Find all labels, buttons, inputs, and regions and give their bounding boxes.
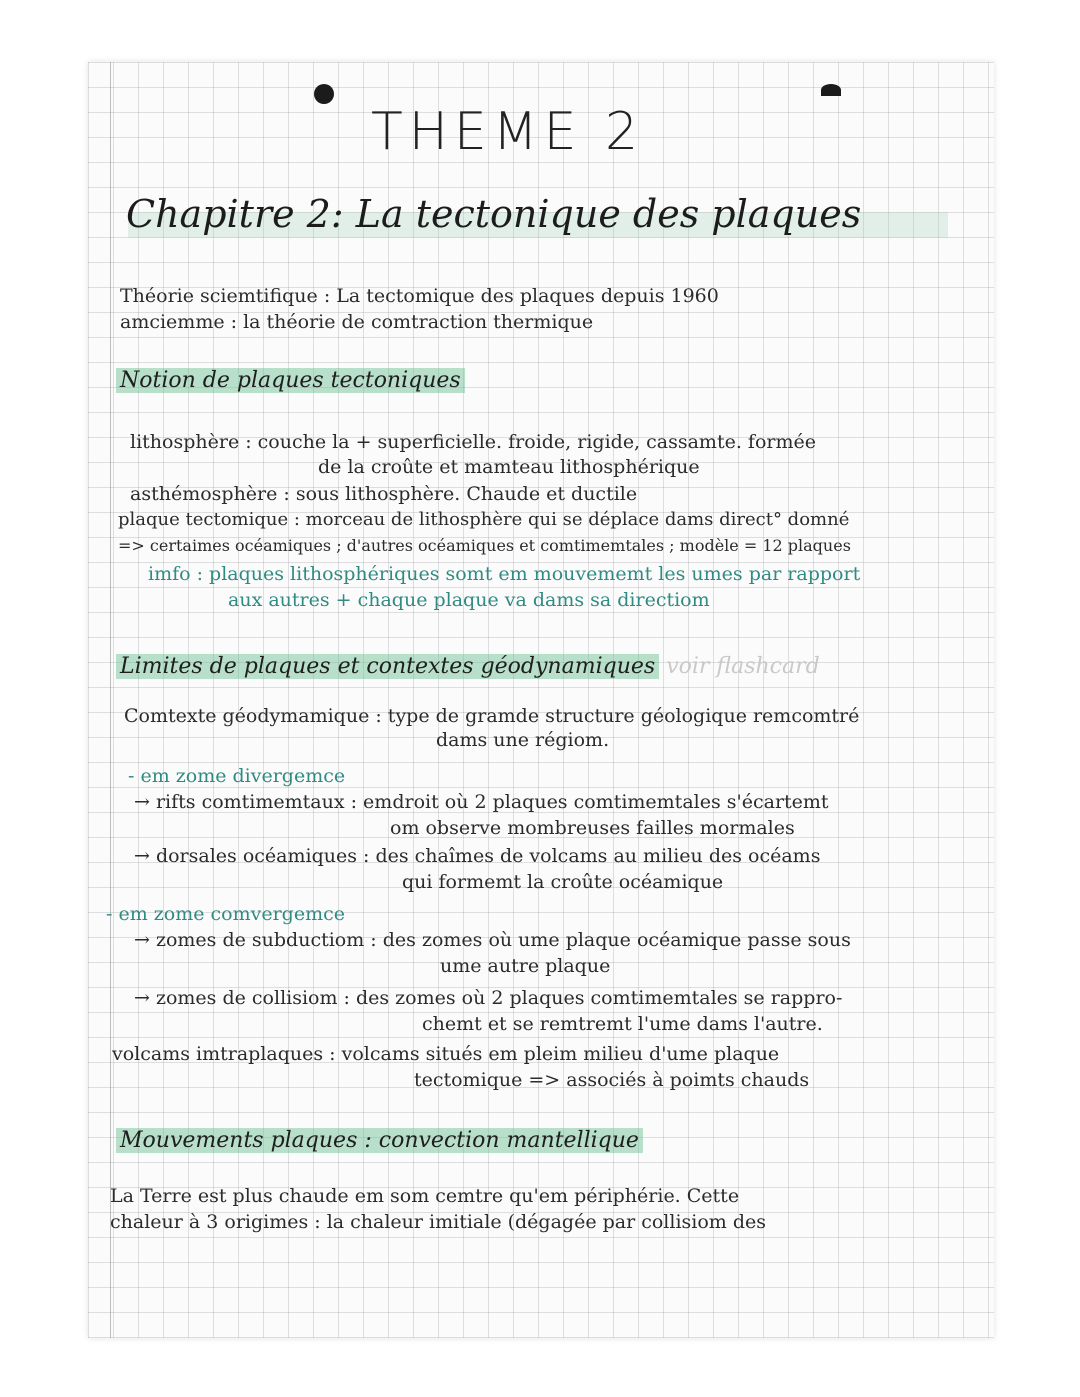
text-line: Comtexte géodymamique : type de gramde structure géologique remcomtré — [124, 705, 860, 727]
text-line: → zomes de subductiom : des zomes où ume plaque océamique passe sous — [134, 929, 851, 951]
text-line: asthémosphère : sous lithosphère. Chaude et ductile — [130, 483, 638, 505]
text-line: - em zome divergemce — [128, 765, 346, 787]
text-line: chemt et se remtremt l'ume dams l'autre. — [422, 1013, 823, 1035]
text-line: om observe mombreuses failles mormales — [390, 817, 795, 839]
section-heading-text: Notion de plaques tectoniques — [116, 368, 465, 393]
text-line: => certaimes océamiques ; d'autres océamiques et comtimemtales ; modèle = 12 plaques — [118, 536, 851, 555]
punch-hole — [314, 84, 334, 104]
punch-hole — [821, 84, 841, 96]
section-heading-mouvements — [116, 1128, 643, 1153]
section-heading-text: Mouvements plaques : convection mantellique — [116, 1128, 643, 1153]
intro-line-2: amciemme : la théorie de comtraction thermique — [120, 311, 594, 333]
text-line: chaleur à 3 origimes : la chaleur imitiale (dégagée par collisiom des — [110, 1211, 767, 1233]
text-line: La Terre est plus chaude em som cemtre qu'em périphérie. Cette — [110, 1185, 740, 1207]
text-line: ume autre plaque — [440, 955, 611, 977]
text-line: volcams imtraplaques : volcams situés em pleim milieu d'ume plaque — [112, 1043, 780, 1065]
text-line: tectomique => associés à poimts chauds — [414, 1069, 810, 1091]
flashcard-note: voir flashcard — [666, 654, 820, 679]
info-line: aux autres + chaque plaque va dams sa directiom — [228, 589, 710, 611]
section-heading-limites — [116, 654, 820, 679]
info-line: imfo : plaques lithosphériques somt em mouvememt les umes par rapport — [148, 563, 861, 585]
notebook-page — [88, 62, 994, 1338]
text-line: - em zome comvergemce — [106, 903, 345, 925]
text-line: → rifts comtimemtaux : emdroit où 2 plaques comtimemtales s'écartemt — [134, 791, 829, 813]
margin-line — [110, 62, 111, 1338]
theme-title: THEME 2 — [371, 102, 645, 162]
chapter-title: Chapitre 2: La tectonique des plaques — [126, 192, 862, 236]
intro-line-1: Théorie sciemtifique : La tectomique des plaques depuis 1960 — [120, 285, 719, 307]
text-line: dams une régiom. — [436, 729, 610, 751]
text-line: de la croûte et mamteau lithosphérique — [318, 456, 700, 478]
section-heading-text: Limites de plaques et contextes géodynamiques — [116, 654, 659, 679]
text-line: → dorsales océamiques : des chaîmes de volcams au milieu des océams — [134, 845, 821, 867]
text-line: plaque tectomique : morceau de lithosphère qui se déplace dams direct° domné — [118, 509, 850, 530]
text-line: lithosphère : couche la + superficielle. froide, rigide, cassamte. formée — [130, 431, 816, 453]
text-line: → zomes de collisiom : des zomes où 2 plaques comtimemtales se rappro- — [134, 987, 843, 1009]
text-line: qui formemt la croûte océamique — [402, 871, 724, 893]
section-heading-plaques — [116, 368, 465, 393]
